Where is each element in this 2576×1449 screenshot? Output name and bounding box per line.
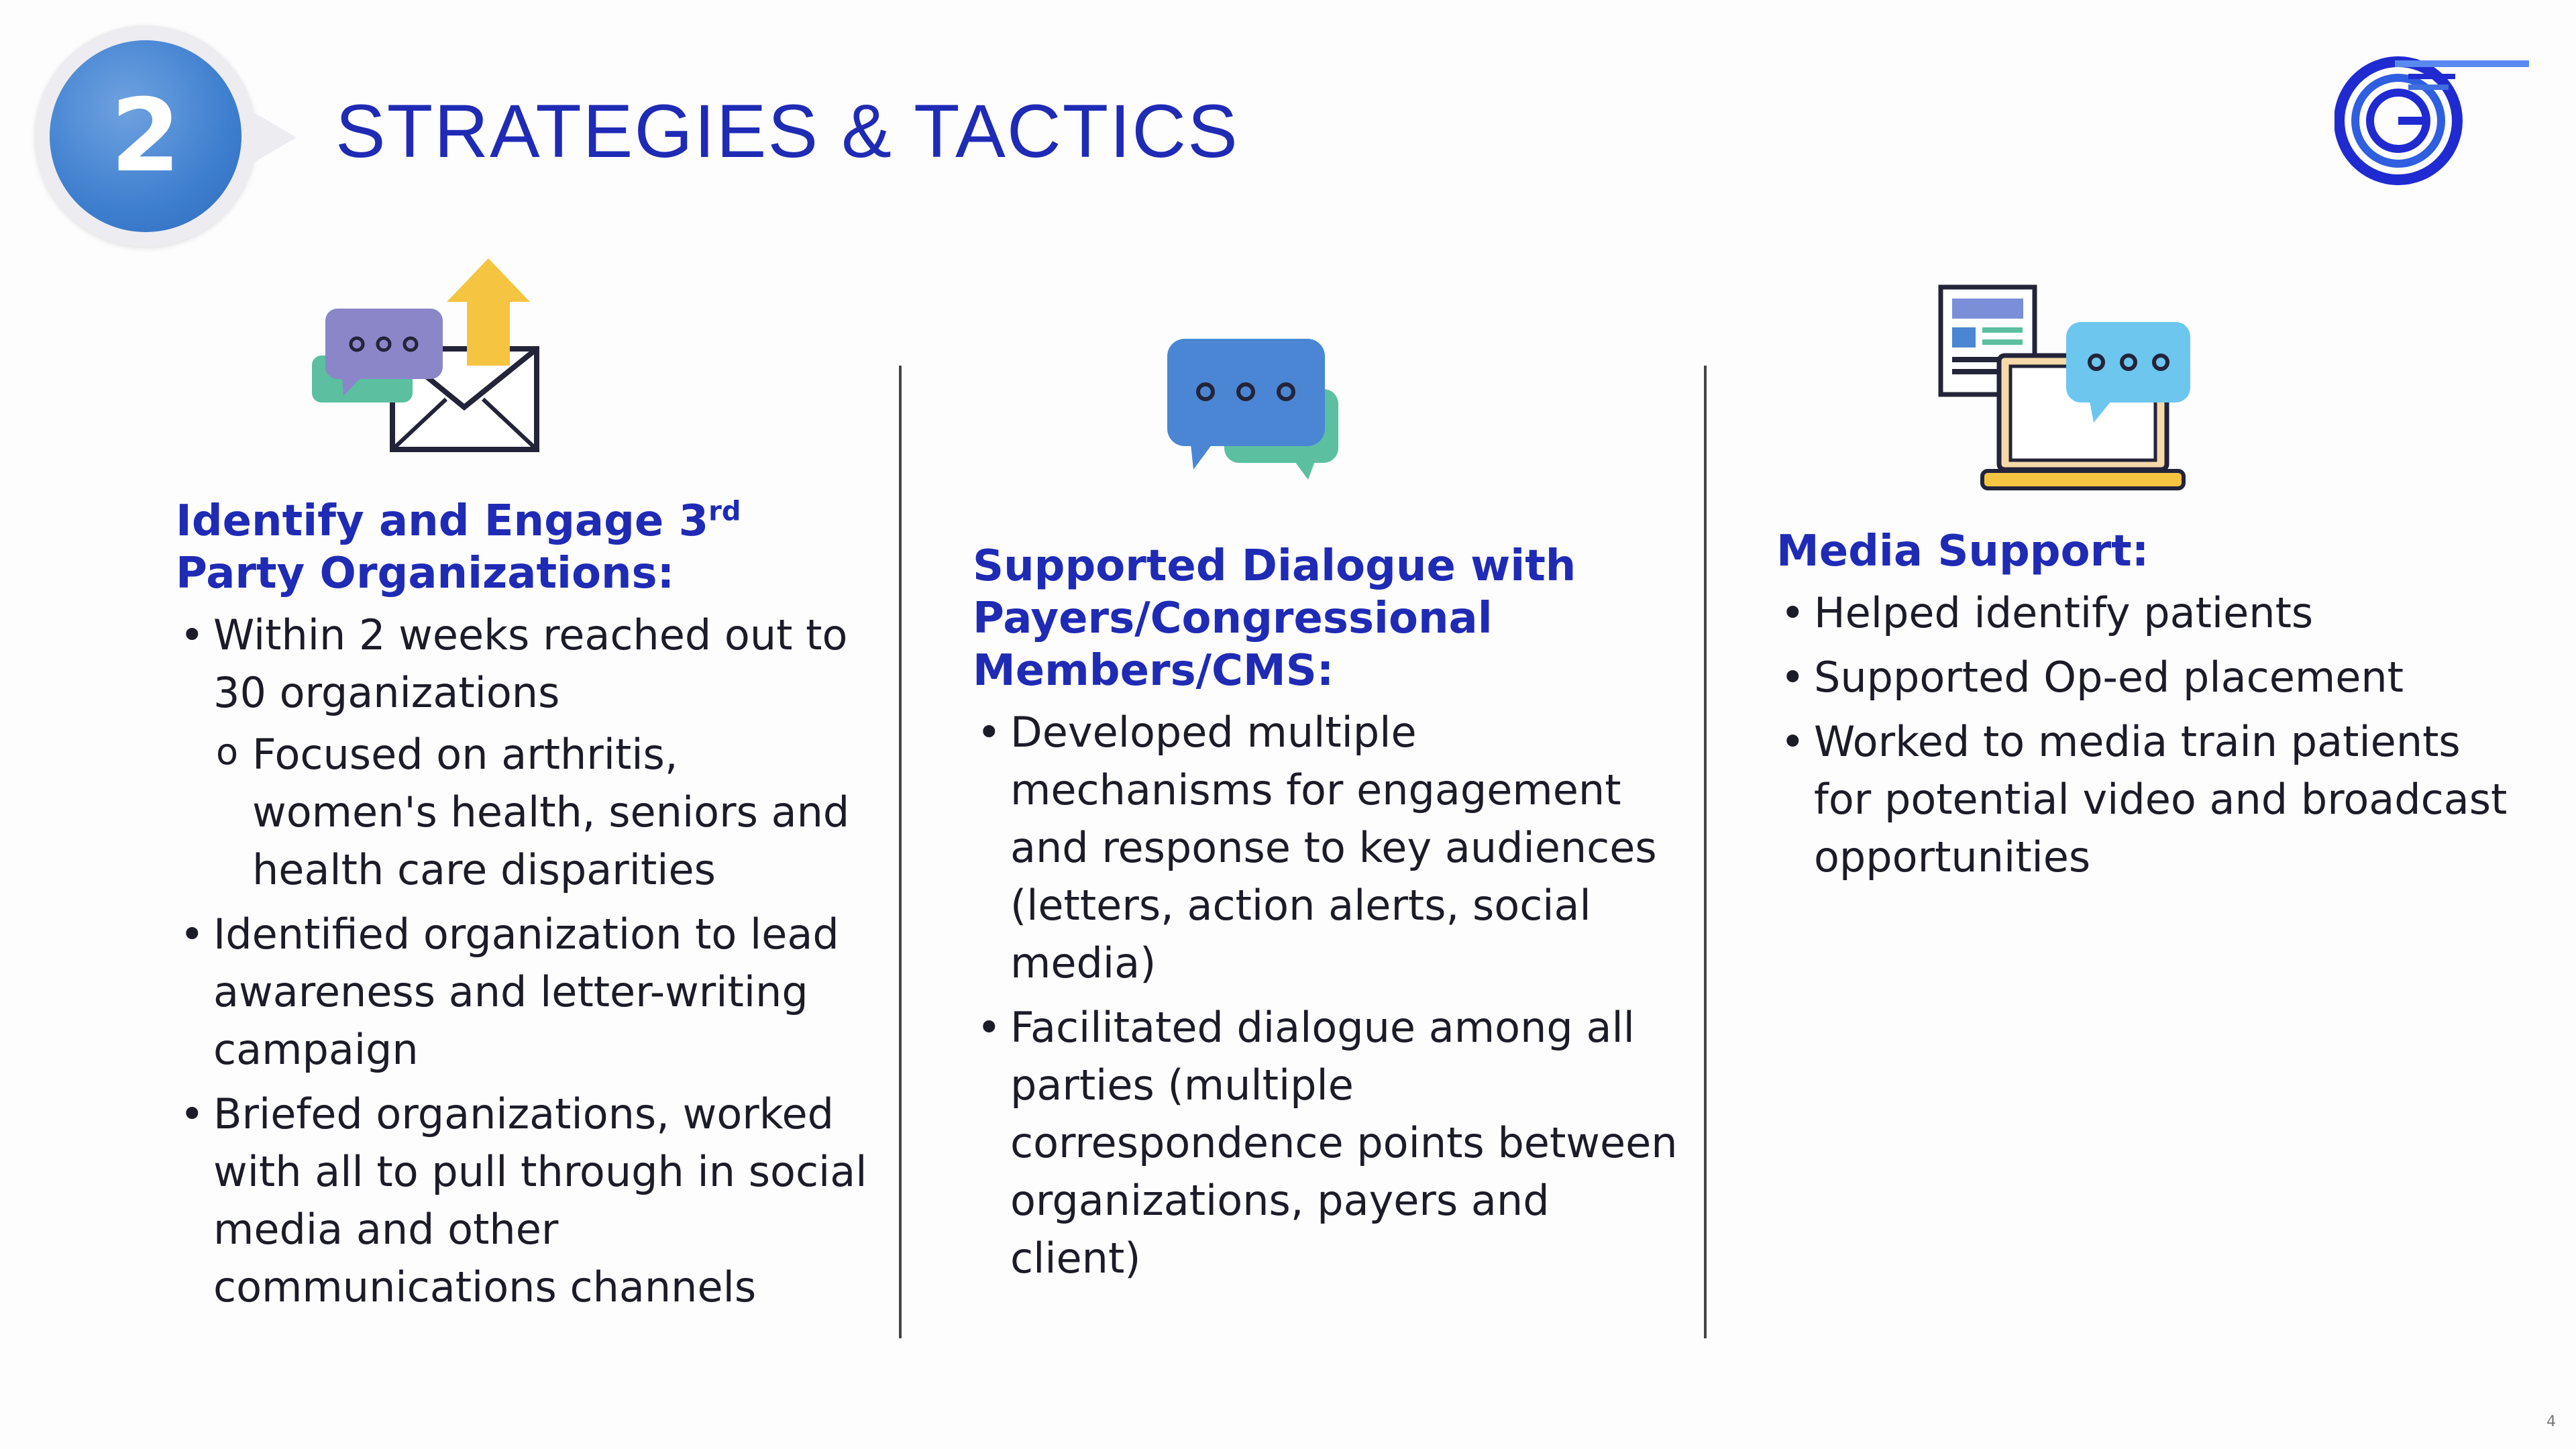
slide-number: 4 [2546,1413,2556,1430]
page-title: STRATEGIES & TACTICS [335,89,1239,173]
section-number: 2 [50,40,241,232]
list-item: • Facilitated dialogue among all parties (multiple correspondence points between organizations, payers and client) [973,999,1690,1287]
list-item: • Supported Op-ed placement [1776,649,2514,706]
list-item: • Worked to media train patients for potential video and broadcast opportunities [1776,713,2514,886]
list-item: • Identified organization to lead awareness and letter-writing campaign [176,906,873,1079]
bullet-list [973,704,1690,1287]
company-logo-icon [2334,47,2536,195]
column-heading: Media Support: [1776,527,2149,576]
column-divider-right [1704,366,1707,1338]
bullet-list [176,606,873,1316]
list-item: • Developed multiple mechanisms for engagement and response to key audiences (letters, action alerts, social media) [973,704,1690,992]
bullet-list [1776,584,2514,886]
heading-superscript: rd [708,496,741,527]
laptop-news-chat-icon [1935,282,2190,496]
sub-list-item: o Focused on arthritis, women's health, seniors and health care disparities [213,726,873,899]
list-item: • Briefed organizations, worked with all to pull through in social media and other communications channels [176,1085,873,1316]
column-heading [176,495,873,600]
column-media-support [1776,525,2514,886]
column-third-party-orgs [176,495,873,1316]
email-chat-upload-icon [309,258,550,460]
heading-text-continued: Party Organizations: [176,549,675,598]
column-heading: Supported Dialogue with Payers/Congressional Members/CMS: [973,541,1576,696]
section-badge [35,25,303,247]
list-item: • Helped identify patients [1776,584,2514,642]
column-supported-dialogue [973,540,1690,1287]
heading-text: Identify and Engage 3 [176,496,709,546]
sub-bullet-list [213,726,873,899]
chat-bubbles-icon [1164,335,1345,483]
list-item [176,606,873,899]
column-divider-left [899,366,902,1338]
section-badge-pointer [248,109,297,166]
list-item-text: Within 2 weeks reached out to 30 organizations [213,610,848,717]
